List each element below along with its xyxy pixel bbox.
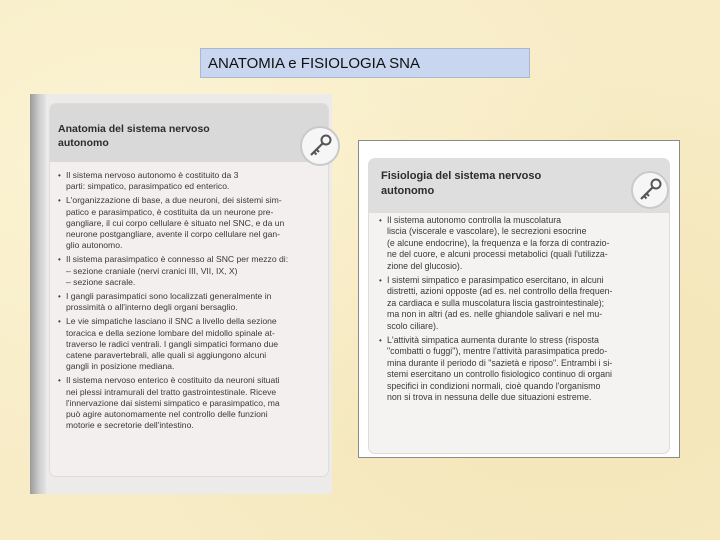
bullet-text-line: – sezione craniale (nervi cranici III, VII, IX, X) (66, 265, 238, 276)
bullet-text-line: gangliare, il cui corpo cellulare è situato nel SNC, e da un (66, 217, 285, 228)
bullet-dot: • (58, 292, 61, 302)
bullet-text-line: Il sistema nervoso enterico è costituito da neuroni situati (66, 375, 280, 386)
physiology-card (369, 159, 669, 453)
bullet-text-line: I gangli parasimpatici sono localizzati generalmente in (66, 291, 272, 302)
bullet-dot: • (379, 336, 382, 346)
bullet-paragraph (379, 335, 669, 403)
bullet-text-line: patico e parasimpatico, è costituita da un neurone pre- (66, 206, 274, 217)
bullet-text-line: scolo ciliare). (387, 320, 439, 331)
page-gutter-shadow (30, 94, 46, 494)
bullet-paragraph (58, 375, 320, 431)
bullet-text-line: motorie e secretorie dell'intestino. (66, 420, 194, 431)
bullet-text-line: ne del cuore, e alcuni processi metabolici (quali l'utilizza- (387, 249, 608, 260)
bullet-text-line: Il sistema parasimpatico è connesso al SNC per mezzo di: (66, 254, 289, 265)
bullet-text-line: za cardiaca e sulla muscolatura liscia gastrointestinale); (387, 297, 605, 308)
physiology-card-title (381, 169, 601, 199)
bullet-text-line: zione del glucosio). (387, 260, 463, 271)
anatomy-card (50, 104, 328, 476)
bullet-paragraph (58, 254, 320, 288)
bullet-text-line: neurone postgangliare, avente il corpo cellulare nel gan- (66, 229, 281, 240)
physiology-card-body (379, 215, 669, 407)
bullet-text-line: catene paravertebrali, alle quali si aggiungono alcuni (66, 350, 267, 361)
anatomy-title-line1: Anatomia del sistema nervoso (58, 123, 210, 135)
bullet-text-line: prossimità o all'interno degli organi bersaglio. (66, 302, 238, 313)
bullet-text-line: glio autonomo. (66, 240, 123, 251)
bullet-dot: • (58, 376, 61, 386)
bullet-text-line: traverso le radici ventrali. I gangli simpatici formano due (66, 338, 279, 349)
bullet-text-line: gangli in posizione mediana. (66, 361, 175, 372)
bullet-text-line: distretti, azioni opposte (ad es. nel controllo della frequen- (387, 286, 613, 297)
anatomy-card-title (58, 122, 258, 150)
bullet-dot: • (58, 255, 61, 265)
left-scanned-page (30, 94, 332, 494)
bullet-text-line: parti: simpatico, parasimpatico ed enterico. (66, 181, 230, 192)
bullet-dot: • (379, 216, 382, 225)
anatomy-title-line2: autonomo (58, 137, 109, 149)
bullet-text-line: toracica e della sezione lombare del midollo spinale at- (66, 327, 275, 338)
slide-title: ANATOMIA e FISIOLOGIA SNA (200, 48, 530, 78)
bullet-paragraph (379, 215, 669, 272)
right-scanned-page (358, 140, 680, 458)
bullet-text-line: nei plessi intramurali del tratto gastrointestinale. Riceve (66, 386, 277, 397)
bullet-text-line: specifici in condizioni normali, cioè quando l'organismo (387, 380, 601, 391)
bullet-text-line: liscia (viscerale e vascolare), le secrezioni esocrine (387, 226, 587, 237)
bullet-dot: • (58, 317, 61, 327)
bullet-paragraph (58, 195, 320, 251)
anatomy-card-body (58, 170, 320, 434)
bullet-text-line: l'innervazione dai sistemi simpatico e parasimpatico, ma (66, 397, 280, 408)
key-icon (300, 126, 340, 166)
bullet-text-line: (e alcune endocrine), la frequenza e la forza di contrazio- (387, 237, 610, 248)
bullet-text-line: – sezione sacrale. (66, 276, 136, 287)
bullet-text-line: Le vie simpatiche lasciano il SNC a livello della sezione (66, 316, 277, 327)
bullet-text-line: ma non in altri (ad es. nelle ghiandole salivari e nel mu- (387, 309, 603, 320)
bullet-dot: • (58, 196, 61, 206)
bullet-dot: • (58, 171, 61, 180)
bullet-text-line: I sistemi simpatico e parasimpatico esercitano, in alcuni (387, 275, 604, 286)
bullet-text-line: Il sistema nervoso autonomo è costituito da 3 (66, 170, 239, 180)
bullet-paragraph (58, 291, 320, 313)
key-icon (631, 171, 669, 209)
physiology-title-line1: Fisiologia del sistema nervoso (381, 170, 542, 182)
bullet-paragraph (379, 275, 669, 332)
bullet-paragraph (58, 316, 320, 372)
bullet-dot: • (379, 276, 382, 286)
physiology-title-line2: autonomo (381, 185, 435, 197)
bullet-text-line: stemi esercitano un controllo fisiologico continuo di organi (387, 369, 612, 380)
bullet-text-line: non si trova in nessuna delle due situazioni estreme. (387, 392, 592, 403)
bullet-paragraph (58, 170, 320, 192)
bullet-text-line: "combatti o fuggi"), mentre l'attività parasimpatica predo- (387, 346, 608, 357)
bullet-text-line: Il sistema autonomo controlla la muscolatura (387, 215, 562, 225)
bullet-text-line: L'organizzazione di base, a due neuroni, dei sistemi sim- (66, 195, 282, 206)
bullet-text-line: mina durante il periodo di "sazietà e riposo". Entrambi i si- (387, 357, 613, 368)
bullet-text-line: L'attività simpatica aumenta durante lo stress (risposta (387, 335, 599, 346)
bullet-text-line: può agire autonomamente nel controllo delle funzioni (66, 409, 268, 420)
